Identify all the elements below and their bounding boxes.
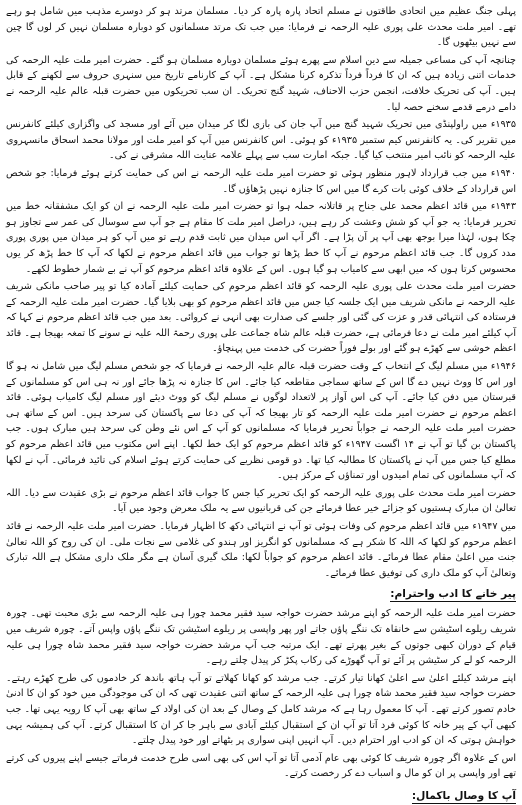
section-heading-wisal bbox=[6, 788, 516, 805]
paragraph-3: ۱۹۳۵ء میں راولپنڈی میں تحریک شہید گنج میں آپ جان کی بازی لگا کر میدان میں آئے اور مسجد کی واگزاری کیلئے کانفرنس میں تقریر کی۔ یہ کانفرنس کیم ستمبر ۱۹۳۵ء کو ہوئی۔ اس کانفرنس میں آپ کو امیر ملت اور مولانا محمد اسحاق مانسہروی علیہ الرحمہ کو نائب امیر منتخب کیا گیا۔ جبکہ امارت سب سے پہلے علامہ عنایت اللہ مشرقی نے کی۔ bbox=[6, 119, 516, 162]
paragraph-1: پہلی جنگ عظیم میں اتحادی طاقتوں نے مسلم اتحاد پارہ پارہ کر دیا۔ مسلمان مرتد ہو کر دوسرے مذہب میں شامل ہو رہے تھے۔ امیر ملت محدث علی پوری علیہ الرحمہ نے فرمایا: میں جب تک مرتد مسلمانوں کو دوبارہ مسلمان نہیں کر لوں گا چین سے نہیں بیٹھوں گا۔ bbox=[6, 6, 516, 49]
paragraph-10: حضرت امیر ملت علیہ الرحمہ کو اپنے مرشد حضرت خواجہ سید فقیر محمد چورا ہی علیہ الرحمہ سے بڑی محبت تھی۔ چورہ شریف ریلوے اسٹیشن سے خانقاہ تک ننگے پاؤں جاتے اور پھر واپسی پر ریلوے اسٹیشن تک ننگے پاؤں واپس آتے۔ چورہ شریف میں قیام کے دوران کبھی جوتوں کے بغیر پھرتے تھے۔ ایک مرتبہ جب آپ مرشد حضرت خواجہ سید فقیر محمد شاہ چورا ہی علیہ الرحمہ کو لے کر سٹیشن پر آئے تو آپ گھوڑے کی رکاب پکڑ کر پیدل چلتے رہے۔ bbox=[6, 608, 516, 667]
paragraph-7: ۱۹۴۶ء میں مسلم لیگ کے انتخاب کے وقت حضرت قبلہ عالم علیہ الرحمہ نے فرمایا کہ جو شخص مسلم لیگ میں شامل نہ ہو گا اور اس کا ووٹ نہیں دے گا اس کے ساتھ سماجی مقاطعہ کیا جائے۔ اس کا جنازہ نہ پڑھا جائے اور نہ ہی اس کو مسلمانوں کے قبرستان میں دفن کیا جائے۔ آپ کی اس آواز پر لاتعداد لوگوں نے مسلم لیگ کو ووٹ دیئے اور مسلم لیگ کامیاب ہوئی۔ قائد اعظم مرحوم نے حضرت امیر ملت علیہ الرحمہ کو تار بھیجا کہ آپ کی دعا سے پاکستان کی سرحد ہیں۔ اس کے ساتھ ہی حضرت امیر ملت علیہ الرحمہ نے جواباً تحریر فرمایا کہ مسلمانوں کو آپ کے اس نئے وطن کی سرحد ہیں مبارک ہوں۔ جب پاکستان بن گیا تو آپ نے ۱۴ اگست ۱۹۴۷ء کو قائد اعظم مرحوم کو ایک خط لکھا۔ اپنے اس مکتوب میں قائد اعظم مرحوم کو مطلع کیا جس میں آپ نے پاکستان کا مطالبہ کیا تھا۔ دو قومی نظریے کی حمایت کرتے ہوئے اسلام کی تائید فرمائی۔ آپ نے لکھا کہ آپ مسلمانوں کی تمام امیدوں اور تمناؤں کے مرکز ہیں۔ bbox=[6, 361, 517, 482]
paragraph-6: حضرت امیر ملت محدث علی پوری علیہ الرحمہ کو قائد اعظم مرحوم کی حمایت کیلئے آمادہ کیا تو پیر صاحب مانکی شریف علیہ الرحمہ نے مانکی شریف میں ایک جلسہ کیا جس میں قائد اعظم مرحوم کو بھی بلایا گیا۔ حضرت امیر ملت علیہ الرحمہ کے فرستادہ کی انتہائی قدر و عزت کی گئی اور جلسے کی صدارت بھی انہی نے کروائی۔ بعد میں جب قائد اعظم مرحوم نے کہا کہ آپ کیلئے امیر ملت نے دعا فرمائی ہے، حضرت قبلہ عالم شاہ جماعت علی پوری رحمۃ اللہ علیہ نے سونے کا تمغہ بھیجا ہے۔ قائد اعظم خوشی سے کھڑے ہو گئے اور بولے فوراً حضرت کی خدمت میں پہنچاؤ۔ bbox=[6, 281, 516, 355]
section-heading-pir-khana bbox=[6, 586, 516, 603]
document-page bbox=[5, 4, 517, 802]
paragraph-11: اپنے مرشد کیلئے اعلیٰ سے اعلیٰ کھانا تیار کرتے۔ جب مرشد کو کھانا کھلاتے تو آپ ہاتھ باندھ کر خادموں کی طرح کھڑے رہتے۔ حضرت خواجہ سید فقیر محمد شاہ چورا ہی علیہ الرحمہ کے ساتھ اتنی عقیدت تھی کہ ان کی موجودگی میں خود کو ان کا ادنیٰ خادم تصور کرتے تھے۔ آپ کا معمول رہا ہے کہ مرشد کامل کے وصال کے بعد ان کی اولاد کے ساتھ بھی آپ کا رویہ یہی تھا۔ جب کبھی آپ کے پیر خانہ کا کوئی فرد آتا تو آپ ان کے استقبال کیلئے آبادی سے باہر جا کر ان کا استقبال کرتے۔ آپ کی ہمیشہ یہی خواہش ہوتی کہ ان کو ادب اور احترام دیں۔ آپ انہیں اپنی سواری پر بٹھاتے اور خود پیدل چلتے۔ bbox=[5, 672, 516, 747]
paragraph-5: ۱۹۴۳ء میں قائد اعظم محمد علی جناح پر قاتلانہ حملہ ہوا تو حضرت امیر ملت علیہ الرحمہ نے ان کو ایک مشفقانہ خط میں تحریر فرمایا: یہ جو آپ کو شش وعشت کر رہے ہیں، دراصل امیر ملت کا مقام ہے جو آپ سے سوسال کی عمر سے تجاوز ہو چکا ہوں، لہٰذا میرا بوجھ بھی آپ پر آن پڑا ہے۔ اگر آپ اس میدان میں ثابت قدم رہے تو میں آپ کو ہر میدان میں پوری پوری مدد کروں گا۔ جب قائد اعظم مرحوم نے آپ کا خط پڑھا تو جواب میں قائد اعظم مرحوم نے لکھا کہ آپ کا خط پڑھ کر یوں محسوس کرتا ہوں کہ میں ابھی سے کامیاب ہو گیا ہوں۔ اس کے علاوہ قائد اعظم مرحوم کو آپ نے بے شمار خطوط لکھے۔ bbox=[6, 201, 516, 275]
paragraph-9: میں ۱۹۴۷ء میں قائد اعظم مرحوم کی وفات ہوئی تو آپ نے انتہائی دکھ کا اظہار فرمایا۔ حضرت امیر ملت علیہ الرحمہ نے قائد اعظم مرحوم کو لکھا کہ اللہ کا شکر ہے کہ مسلمانوں کو انگریز اور ہندو کی غلامی سے نجات ملی۔ ان کی روح کو اللہ تعالیٰ جنت میں اعلیٰ مقام عطا فرمائے۔ قائد اعظم مرحوم کو جواباً لکھا: ملک گیری آسان ہے مگر ملک داری مشکل ہے اللہ تبارک وتعالیٰ آپ کو ملک داری کی توفیق عطا فرمائے۔ bbox=[6, 521, 517, 579]
paragraph-2: چنانچہ آپ کی مساعی جمیلہ سے دین اسلام سے پھرے ہوئے مسلمان دوبارہ مسلمان ہو گئے۔ حضرت امیر ملت علیہ الرحمہ کی خدمات اتنی زیادہ ہیں کہ ان کا فرداً فرداً تذکرہ کرنا مشکل ہے۔ آپ کے کارنامے تاریخ میں سنہری حروف سے لکھنے کے قابل ہیں۔ آپ کی تحریک خلافت، انجمن حزب الاحناف، شہید گنج تحریک۔ ان سب تحریکوں میں حضرت قبلہ عالم علیہ الرحمہ نے دامے درمے قدمے سخنے حصہ لیا۔ bbox=[6, 54, 516, 113]
section-heading-wisal-text: آپ کا وصال باکمال: bbox=[411, 789, 516, 802]
section-heading-pir-khana-text: پیر خانے کا ادب واحترام: bbox=[390, 588, 516, 601]
paragraph-8: حضرت امیر ملت محدث علی پوری علیہ الرحمہ کو ایک تحریر کیا جس کا جواب قائد اعظم مرحوم نے بڑی عقیدت سے دیا۔ اللہ تعالیٰ ان مبارک ہستیوں کو جزائے خیر عطا فرمائے جن کی قربانیوں سے یہ ملک معرض وجود میں آیا۔ bbox=[6, 487, 516, 515]
paragraph-12: اس کے علاوہ اگر چورہ شریف کا کوئی بھی عام آدمی آتا تو آپ اس کی بھی اسی طرح خدمت فرماتے جیسے اپنے پیروں کی کرتے تھے اور واپسی پر ان کو مال و اسباب دے کر رخصت کرتے۔ bbox=[6, 752, 516, 780]
paragraph-4: ۱۹۴۰ء میں جب قرارداد لاہور منظور ہوئی تو حضرت امیر ملت علیہ الرحمہ نے اس کی حمایت کرتے ہوئے فرمایا: جو شخص اس قرارداد کے خلاف کوئی بات کرے گا میں اس کا جنازہ نہیں پڑھاؤں گا۔ bbox=[6, 167, 516, 195]
